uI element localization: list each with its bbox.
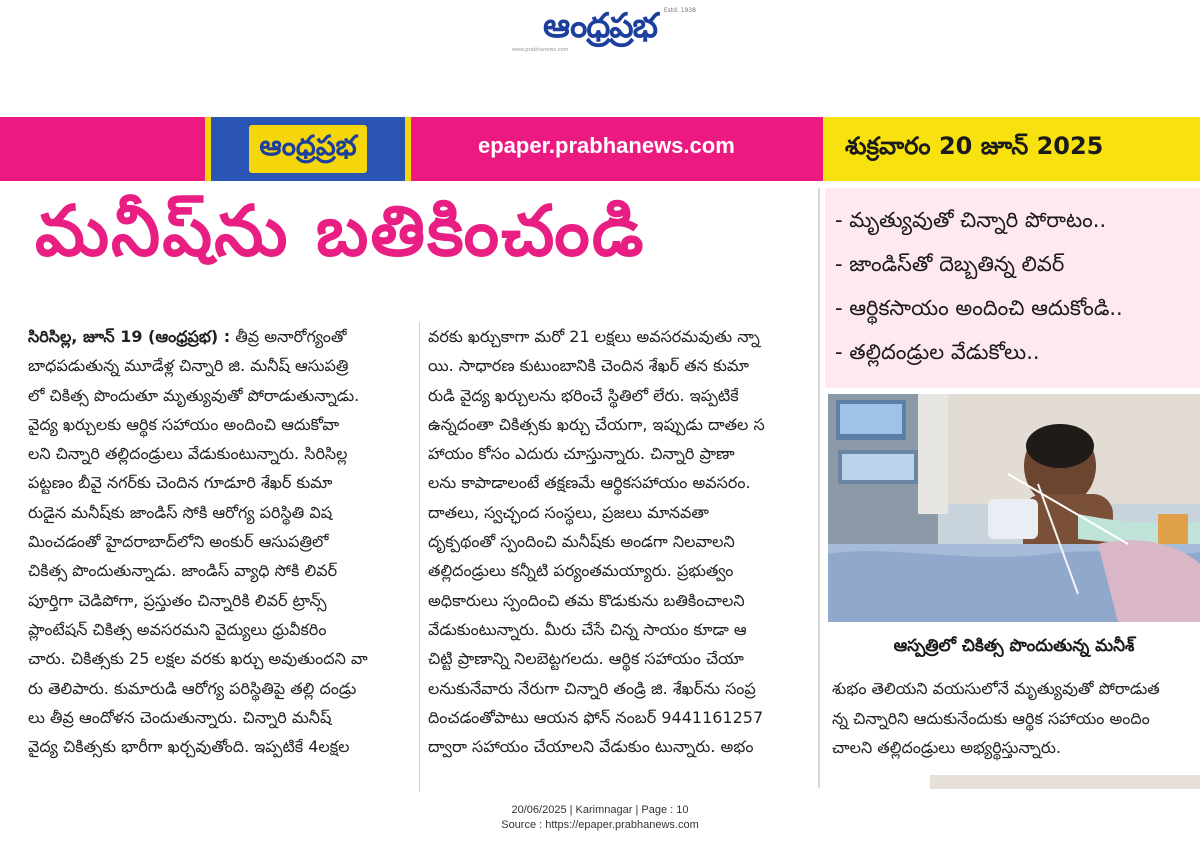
article-line: ఉన్నదంతా చికిత్సకు ఖర్చు చేయగా, ఇప్పుడు దాతల స xyxy=(428,414,765,434)
bullet-item: - తల్లిదండ్రుల వేడుకోలు.. xyxy=(835,340,1040,364)
masthead xyxy=(0,0,1200,60)
side-text-line: చాలని తల్లిదండ్రులు అభ్యర్థిస్తున్నారు. xyxy=(832,738,1062,757)
subhead-bullets xyxy=(825,188,1200,388)
article-line: చిట్టి ప్రాణాన్ని నిలబెట్టగలదు. ఆర్థిక సహాయం చేయా xyxy=(428,649,744,669)
article-line: తల్లిదండ్రులు కన్నీటి పర్యంతమయ్యారు. ప్రభుత్వం xyxy=(428,561,734,581)
side-text-line: శుభం తెలియని వయసులోనే మృత్యువుతో పోరాడుత xyxy=(832,679,1160,698)
band-logo xyxy=(205,117,411,181)
article-line: రు తెలిపారు. కుమారుడి ఆరోగ్య పరిస్థితిపై తల్లి దండ్రు xyxy=(28,678,357,698)
article-line: చారు. చికిత్సకు 25 లక్షల వరకు ఖర్చు అవుతుందని వా xyxy=(28,649,368,669)
masthead-logo-text: ఆంధ్రప్రభ xyxy=(542,6,658,46)
article-line: లు తీవ్ర ఆందోళన చెందుతున్నారు. చిన్నారి మనీష్ xyxy=(28,707,332,727)
article-line: ప్లాంటేషన్ చికిత్స అవసరమని వైద్యులు ధ్రువీకరిం xyxy=(28,619,327,639)
article-line xyxy=(28,322,413,351)
headline: మనీష్‌ను బతికించండి xyxy=(35,190,646,272)
article-line: అధికారులు స్పందించి తమ కొడుకును బతికించాలని xyxy=(428,590,745,610)
article-line: మించడంతో హైదరాబాద్‌లోని అంకుర్ ఆసుపత్రిలో xyxy=(28,532,329,552)
column-divider xyxy=(818,188,820,788)
bullet-item: - జాండిస్‌తో దెబ్బతిన్న లివర్ xyxy=(835,252,1065,276)
article-text: తీవ్ర అనారోగ్యంతో xyxy=(230,327,347,346)
article-line: లని చిన్నారి తల్లిదండ్రులు వేడుకుంటున్నారు. సిరిసిల్ల xyxy=(28,444,348,464)
article-line: ద్వారా సహాయం చేయాలని వేడుకుం టున్నారు. అభం xyxy=(428,737,754,757)
article-line: వైద్య ఖర్చులకు ఆర్థిక సహాయం అందించి ఆదుకోవా xyxy=(28,414,340,434)
header-band xyxy=(0,117,1200,181)
article-line: వేడుకుంటున్నారు. మీరు చేసే చిన్న సాయం కూడా ఆ xyxy=(428,619,747,639)
article-line: లను కాపాడాలంటే తక్షణమే ఆర్థికసహాయం అవసరం. xyxy=(428,473,751,493)
band-date: శుక్రవారం 20 జూన్ 2025 xyxy=(845,132,1104,160)
bullet-item: - ఆర్థికసాయం అందించి ఆదుకోండి.. xyxy=(835,296,1123,320)
article-line: వైద్య చికిత్సకు భారీగా ఖర్చవుతోంది. ఇప్పటికే 4లక్షల xyxy=(28,737,350,757)
masthead-url: www.prabhanews.com xyxy=(512,47,569,53)
article-line: రుడి వైద్య ఖర్చులను భరించే స్థితిలో లేరు. ఇప్పటికే xyxy=(428,385,739,405)
side-text-line: న్న చిన్నారిని ఆదుకునేందుకు ఆర్థిక సహాయం అందిం xyxy=(832,708,1150,728)
page-footer xyxy=(0,803,1200,833)
bullet-item: - మృత్యువుతో చిన్నారి పోరాటం.. xyxy=(835,208,1107,232)
article-line: బాధపడుతున్న మూడేళ్ల చిన్నారి జి. మనీష్ ఆసుపత్రి xyxy=(28,356,349,376)
masthead-est: Estd. 1938 xyxy=(663,7,696,14)
column-divider xyxy=(419,322,420,792)
article-line: రుడైన మనీష్‌కు జాండిస్ సోకి ఆరోగ్య పరిస్థితి విష xyxy=(28,502,333,522)
next-article-strip xyxy=(930,775,1200,789)
article-line: లో చికిత్స పొందుతూ మృత్యువుతో పోరాడుతున్నాడు. xyxy=(28,385,360,405)
article-line: హాయం కోసం ఎదురు చూస్తున్నారు. చిన్నారి ప్రాణా xyxy=(428,444,735,464)
article-column-1 xyxy=(28,322,413,761)
band-logo-text: ఆంధ్రప్రభ xyxy=(259,129,357,162)
band-date-box xyxy=(823,117,1200,181)
band-logo-badge xyxy=(249,125,366,173)
band-left-strip xyxy=(0,117,205,181)
band-url: epaper.prabhanews.com xyxy=(478,133,735,158)
article-line: లనుకునేవారు నేరుగా చిన్నారి తండ్రి జి. శేఖర్‌ను సంప్ర xyxy=(428,678,756,698)
hospital-photo-illustration xyxy=(828,394,1200,622)
footer-source: Source : https://epaper.prabhanews.com xyxy=(501,819,699,831)
photo-side-text xyxy=(832,674,1200,763)
article-line: పట్టణం బీవై నగర్‌కు చెందిన గూడూరి శేఖర్ కుమా xyxy=(28,473,333,493)
article-line: యి. సాధారణ కుటుంబానికి చెందిన శేఖర్ తన కుమా xyxy=(428,356,749,376)
article-line: పూర్తిగా చెడిపోగా, ప్రస్తుతం చిన్నారికి లివర్ ట్రాన్స్ xyxy=(28,590,327,610)
hospital-photo xyxy=(828,394,1200,622)
dateline: సిరిసిల్ల, జూన్ 19 (ఆంధ్రప్రభ) : xyxy=(28,327,231,346)
article-line: దృక్పథంతో స్పందించి మనీష్‌కు అండగా నిలవాలని xyxy=(428,532,735,552)
article-column-2 xyxy=(428,322,811,761)
footer-edition-info: 20/06/2025 | Karimnagar | Page : 10 xyxy=(511,804,689,816)
article-line: చికిత్స పొందుతున్నాడు. జాండిస్ వ్యాధి సోకి లివర్ xyxy=(28,561,338,581)
article-line: దాతలు, స్వచ్ఛంద సంస్థలు, ప్రజలు మానవతా xyxy=(428,502,709,522)
masthead-logo xyxy=(500,5,700,55)
article-line: దించడంతోపాటు ఆయన ఫోన్ నంబర్ 9441161257 xyxy=(428,707,764,727)
article-line: వరకు ఖర్చుకాగా మరో 21 లక్షలు అవసరమవుతు న్నా xyxy=(428,327,760,346)
photo-caption: ఆస్పత్రిలో చికిత్స పొందుతున్న మనీశ్ xyxy=(893,636,1135,656)
